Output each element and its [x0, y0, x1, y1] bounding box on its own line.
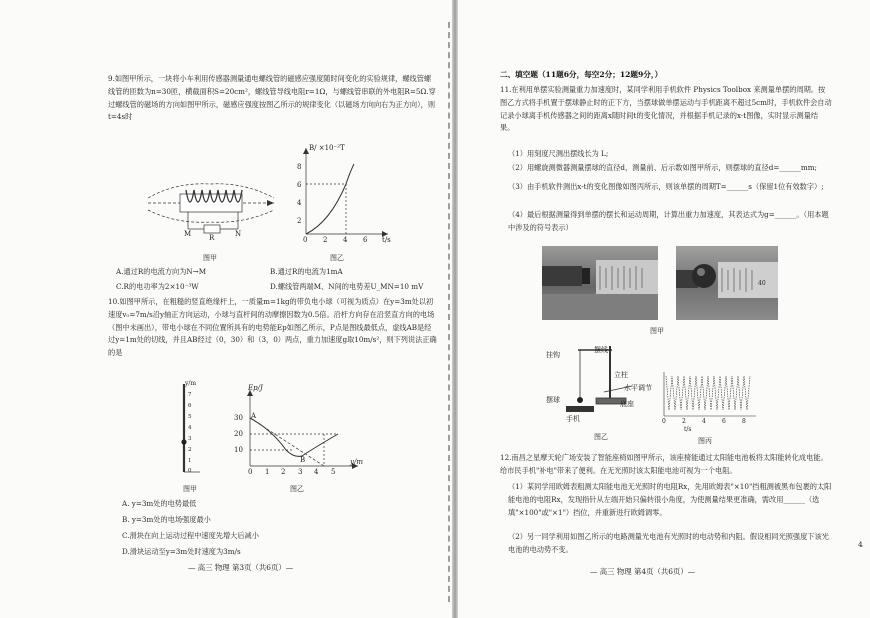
question-12-stem: 12.南昌之星摩天轮广场安装了智能座椅如图甲所示，该座椅能通过太阳能电池板将太阳能转化成电能。给市民手机"补电"带来了便利。在无光照时该太阳能电池可视为一个电阻。: [500, 453, 828, 475]
q11-sub-3: （3）由手机软件测出x-t的变化图像如图丙所示，则该单摆的周期T=______s（保留1位有效数字）;: [508, 182, 824, 191]
q9-label-n: N: [235, 230, 242, 238]
xt-graph-xlabel: t/s: [684, 426, 692, 433]
q10-rod-tick: 7: [188, 392, 192, 398]
q11-fig-c-caption: 图丙: [698, 437, 712, 445]
q10-graph-ytick: 30: [234, 414, 243, 422]
pendulum-label-base: 底座: [620, 400, 634, 408]
q10-graph-ylabel: Ep/J: [248, 384, 263, 392]
pendulum-label-stand: 立柱: [614, 371, 628, 379]
q10-fig1-caption: 图甲: [183, 485, 197, 493]
q9-graph-xtick: 4: [343, 236, 348, 244]
q10-rod-figure: [172, 380, 202, 476]
q10-graph-ytick: 20: [234, 430, 243, 438]
q10-point-b: B: [300, 456, 306, 464]
q10-rod-tick: 5: [188, 414, 192, 420]
xt-graph-xtick: 4: [702, 418, 706, 425]
q9-graph-xlabel: t/s: [382, 236, 391, 244]
q9-option-c: C.R的电功率为2×10⁻³W: [116, 282, 199, 291]
q11-sub-4: （4）最后根据测量得到单摆的摆长和运动周期，计算出重力加速度，其表达式为g=______。（用本题中涉及的符号表示）: [508, 210, 829, 232]
left-page-footer: — 高三 物理 第3页（共6页）—: [188, 563, 294, 572]
q10-graph-xtick: 0: [248, 468, 253, 476]
micrometer-photo-before: [542, 246, 658, 320]
q9-option-d: D.螺线管两端M、N间的电势差U_MN=10 mV: [270, 282, 424, 291]
pendulum-label-phone: 手机: [566, 415, 580, 423]
right-page: [458, 0, 870, 618]
xt-graph-xtick: 6: [722, 418, 726, 425]
micrometer-photo-after: [676, 246, 778, 320]
q9-graph-xtick: 2: [323, 236, 328, 244]
binding-line: [448, 22, 452, 602]
q11-fig-b-caption: 图乙: [594, 433, 608, 441]
q10-graph-xtick: 1: [265, 468, 270, 476]
q10-option-a: A. y=3m处的电势最低: [122, 499, 197, 508]
q9-graph-ytick: 2: [297, 217, 302, 225]
xt-graph-xtick: 8: [742, 418, 746, 425]
q9-graph-ytick: 8: [297, 163, 302, 171]
q10-graph-xlabel: y/m: [350, 458, 363, 466]
q10-option-d: D.滑块运动至y=3m处时速度为3m/s: [122, 547, 241, 556]
xt-graph-xtick: 2: [682, 418, 686, 425]
q10-rod-axis: y/m: [185, 380, 197, 387]
q10-graph-xtick: 2: [281, 468, 286, 476]
q10-option-c: C.滑块在向上运动过程中速度先增大后减小: [122, 531, 259, 540]
pendulum-label-hook: 挂钩: [546, 351, 560, 359]
q10-rod-tick: 0: [188, 468, 192, 474]
question-11-stem: 11.在利用单摆实验测量重力加速度时，某同学利用手机软件 Physics Toolbox 来测量单摆的周期。按图乙方式将手机置于摆球静止时的正下方，当摆球做单摆运动与手机距离不超过5cm时，手机软件会自动记录小球离手机传感器之间的距离x随时间t的变化情况，并根据手机记录的x-t图像，实时显示测量结果。: [500, 85, 832, 133]
q9-bt-graph: [292, 142, 392, 242]
section-title: 二、填空题（11题6分，每空2分；12题9分，）: [500, 70, 663, 79]
q12-sub-1: （1）某同学用欧姆表粗测太阳能电池无光照时的电阻Rx，先用欧姆表"×10"挡粗测被黑布包裹的太阳能电池的电阻Rx，发现指针从左端开始只偏转很小角度，为使测量结果更准确，需改用______（选填"×100"或"×1"）挡位，并重新进行欧姆调零。: [508, 482, 832, 517]
q11-fig-a-caption: 图甲: [650, 327, 664, 335]
q9-label-m: M: [184, 230, 192, 238]
q10-rod-tick: 2: [188, 447, 192, 453]
q9-graph-ylabel: B/ ×10⁻²T: [309, 144, 345, 152]
right-page-footer: — 高三 物理 第4页（共6页）—: [590, 567, 696, 576]
q10-option-b: B. y=3m处的电场强度最小: [122, 515, 211, 524]
q11-sub-1: （1）用刻度尺测出摆线长为 L;: [508, 149, 609, 158]
q9-fig1-caption: 图甲: [203, 254, 217, 262]
q9-graph-xtick: 0: [303, 236, 308, 244]
q9-graph-ytick: 6: [297, 181, 302, 189]
pendulum-label-level: 水平调节: [624, 384, 652, 392]
q10-rod-tick: 3: [188, 436, 192, 442]
xt-graph-xtick: 0: [662, 418, 666, 425]
q9-graph-ytick: 4: [297, 199, 302, 207]
q10-ep-graph: [228, 384, 364, 480]
q10-point-a: A: [251, 412, 257, 420]
q9-option-b: B.通过R的电流为1mA: [270, 267, 343, 276]
question-10-stem: 10.如图甲所示，在粗糙的竖直绝缘杆上，一质量m=1kg的带负电小球（可视为质点）在y=3m处以初速度v₀=7m/s沿y轴正方向运动，小球与直杆间的动摩擦因数为0.5倍。沿杆方向存在沿竖直方向的电场（图中未画出），带电小球在不同位置所具有的电势能Ep如图乙所示，P点是图线最低点，虚线AB是经过y=1m处的切线，并且AB经过（0，30）和（3，0）两点，重力加速度g取10m/s²，则下列说法正确的是: [108, 297, 437, 358]
q10-graph-xtick: 4: [314, 468, 319, 476]
q9-label-r: R: [209, 234, 215, 242]
q9-graph-xtick: 6: [363, 236, 368, 244]
q9-option-a: A.通过R的电流方向为N→M: [116, 267, 207, 276]
q10-graph-xtick: 5: [331, 468, 336, 476]
q12-sub-2: （2）另一同学利用如图乙所示的电路测量光电池有光照时的电动势和内阻。假设相同光照强度下该光电池的电动势不变。: [508, 532, 829, 554]
q10-fig2-caption: 图乙: [290, 485, 304, 493]
q9-fig2-caption: 图乙: [330, 254, 344, 262]
right-margin-page-mark: 4: [858, 540, 863, 549]
micrometer-scale-mark: 40: [758, 280, 766, 287]
q10-rod-tick: 4: [188, 425, 192, 431]
q10-graph-ytick: 10: [234, 446, 243, 454]
pendulum-label-string: 摆线: [594, 346, 608, 354]
pendulum-label-ball: 摆球: [546, 396, 560, 404]
q10-rod-tick: 6: [188, 403, 192, 409]
q10-graph-xtick: 3: [298, 468, 303, 476]
q11-sub-2: （2）用螺旋测微器测量摆球的直径d，测量前、后示数如图甲所示，则摆球的直径d=______mm;: [508, 163, 817, 172]
q10-rod-tick: 1: [188, 458, 192, 464]
question-9-stem: 9.如图甲所示，一块将小车利用传感器测量通电螺线管的磁感应强度随时间变化的实验规律，螺线管螺线管的匝数为n=30匝，横截面积S=20cm²，螺线管导线电阻r=1Ω，与螺线管串联的外电阻R=5Ω.穿过螺线管的磁场的方向如图甲所示，磁感应强度按图乙所示的规律变化（以磁场方向向右为正方向），则t=4s时: [108, 74, 436, 122]
